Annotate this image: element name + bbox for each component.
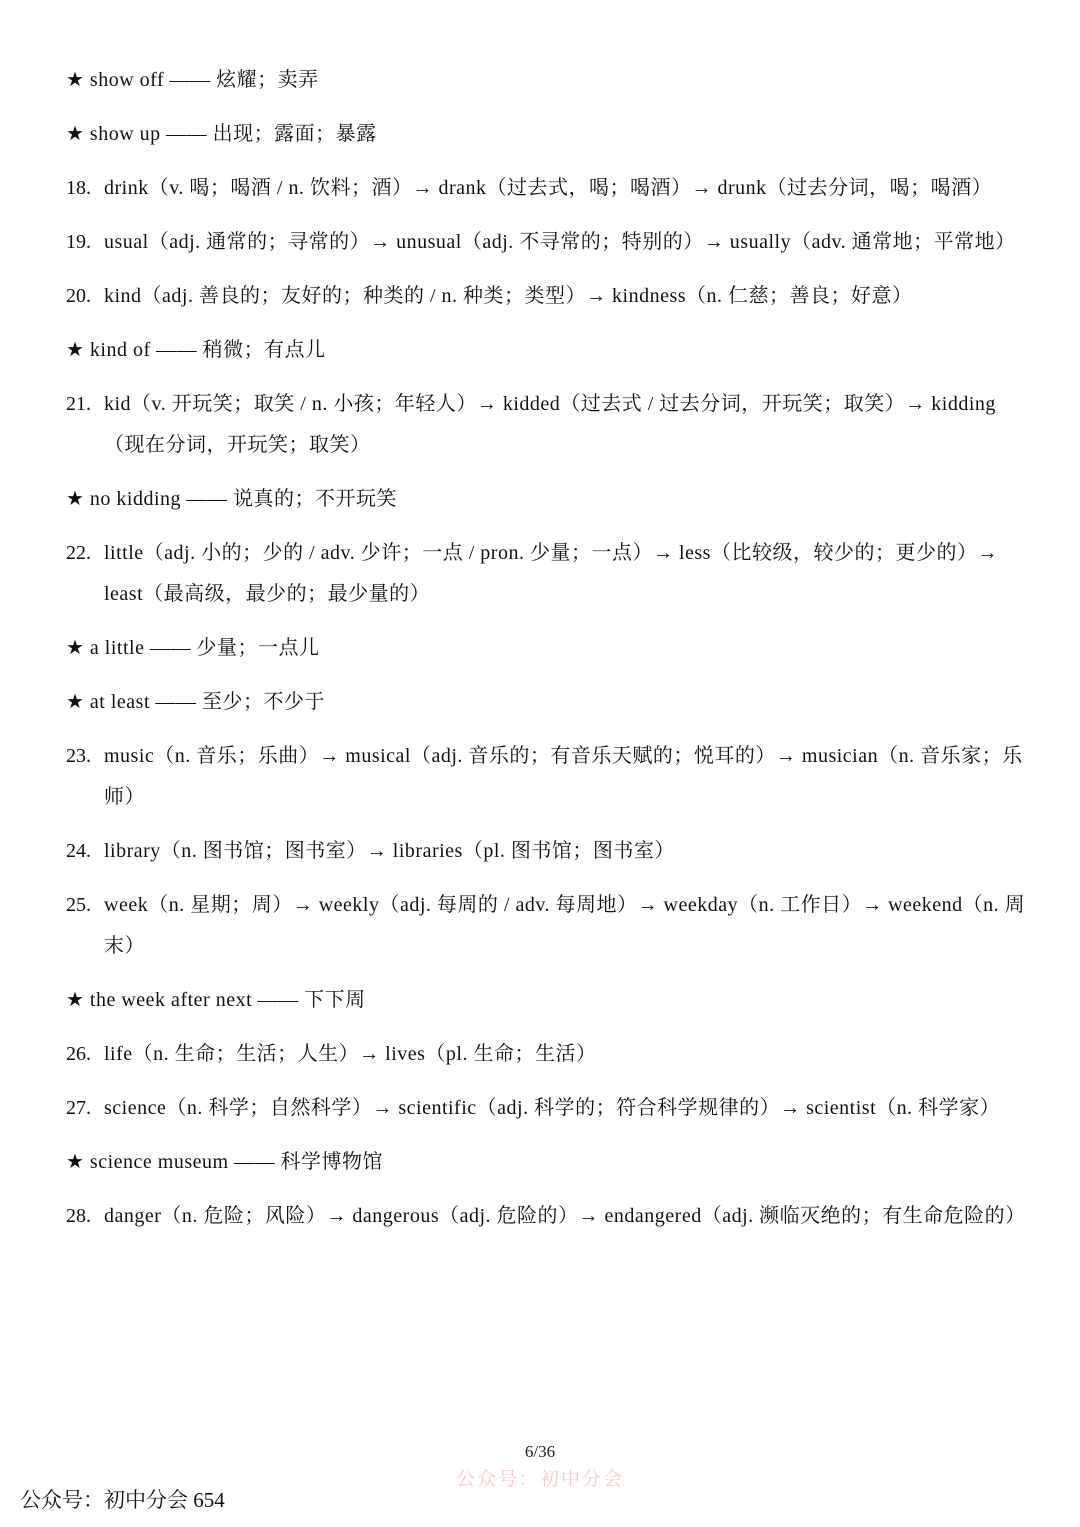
entry-text: ★ the week after next —— 下下周 <box>66 989 366 1011</box>
entry-text: drink（v. 喝；喝酒 / n. 饮料；酒）→ drank（过去式，喝；喝酒）→ drunk（过去分词，喝；喝酒） <box>104 177 993 199</box>
entry-number: 28. <box>66 1205 91 1227</box>
entry-number: 22. <box>66 542 91 564</box>
entry-text: ★ kind of —— 稍微；有点儿 <box>66 339 326 361</box>
vocab-entry <box>0 1088 1080 1129</box>
entry-number: 26. <box>66 1043 91 1065</box>
entry-text: danger（n. 危险；风险）→ dangerous（adj. 危险的）→ endangered（adj. 濒临灭绝的；有生命危险的） <box>104 1205 1026 1227</box>
vocabulary-list <box>0 60 1080 1250</box>
phrase-entry <box>0 628 1080 669</box>
entry-text: ★ a little —— 少量；一点儿 <box>66 637 320 659</box>
account-label: 公众号：初中分会 654 <box>20 1488 225 1512</box>
vocab-entry <box>0 276 1080 317</box>
phrase-entry <box>0 479 1080 520</box>
page-number: 6/36 <box>524 1442 556 1461</box>
watermark: 公众号：初中分会 <box>455 1469 624 1490</box>
phrase-entry <box>0 330 1080 371</box>
vocab-entry <box>0 831 1080 872</box>
entry-text: life（n. 生命；生活；人生）→ lives（pl. 生命；生活） <box>104 1043 597 1065</box>
vocab-entry <box>0 533 1080 615</box>
entry-text: library（n. 图书馆；图书室）→ libraries（pl. 图书馆；图书室） <box>104 840 675 862</box>
phrase-entry <box>0 114 1080 155</box>
phrase-entry <box>0 1142 1080 1183</box>
entry-text: ★ science museum —— 科学博物馆 <box>66 1151 384 1173</box>
entry-number: 23. <box>66 745 91 767</box>
entry-text: kid（v. 开玩笑；取笑 / n. 小孩；年轻人）→ kidded（过去式 / 过去分词，开玩笑；取笑）→ kidding（现在分词，开玩笑；取笑） <box>104 393 996 456</box>
entry-text: ★ show up —— 出现；露面；暴露 <box>66 123 377 145</box>
entry-number: 19. <box>66 231 91 253</box>
entry-text: usual（adj. 通常的；寻常的）→ unusual（adj. 不寻常的；特别的）→ usually（adv. 通常地；平常地） <box>104 231 1016 253</box>
vocab-entry <box>0 384 1080 466</box>
entry-text: ★ show off —— 炫耀；卖弄 <box>66 69 319 91</box>
phrase-entry <box>0 60 1080 101</box>
entry-number: 21. <box>66 393 91 415</box>
entry-number: 27. <box>66 1097 91 1119</box>
entry-number: 20. <box>66 285 91 307</box>
vocab-entry <box>0 168 1080 209</box>
entry-number: 24. <box>66 840 91 862</box>
entry-text: kind（adj. 善良的；友好的；种类的 / n. 种类；类型）→ kindness（n. 仁慈；善良；好意） <box>104 285 913 307</box>
entry-text: science（n. 科学；自然科学）→ scientific（adj. 科学的；符合科学规律的）→ scientist（n. 科学家） <box>104 1097 1001 1119</box>
entry-text: ★ at least —— 至少；不少于 <box>66 691 326 713</box>
vocab-entry <box>0 1034 1080 1075</box>
vocab-entry <box>0 1196 1080 1237</box>
entry-text: music（n. 音乐；乐曲）→ musical（adj. 音乐的；有音乐天赋的；悦耳的）→ musician（n. 音乐家；乐师） <box>104 745 1023 808</box>
phrase-entry <box>0 682 1080 723</box>
entry-text: little（adj. 小的；少的 / adv. 少许；一点 / pron. 少量；一点）→ less（比较级，较少的；更少的）→ least（最高级，最少的；最少量的） <box>104 542 998 605</box>
entry-text: ★ no kidding —— 说真的；不开玩笑 <box>66 488 398 510</box>
vocab-entry <box>0 222 1080 263</box>
phrase-entry <box>0 980 1080 1021</box>
vocab-entry <box>0 885 1080 967</box>
entry-number: 18. <box>66 177 91 199</box>
entry-number: 25. <box>66 894 91 916</box>
vocab-entry <box>0 736 1080 818</box>
entry-text: week（n. 星期；周）→ weekly（adj. 每周的 / adv. 每周地）→ weekday（n. 工作日）→ weekend（n. 周末） <box>104 894 1026 957</box>
